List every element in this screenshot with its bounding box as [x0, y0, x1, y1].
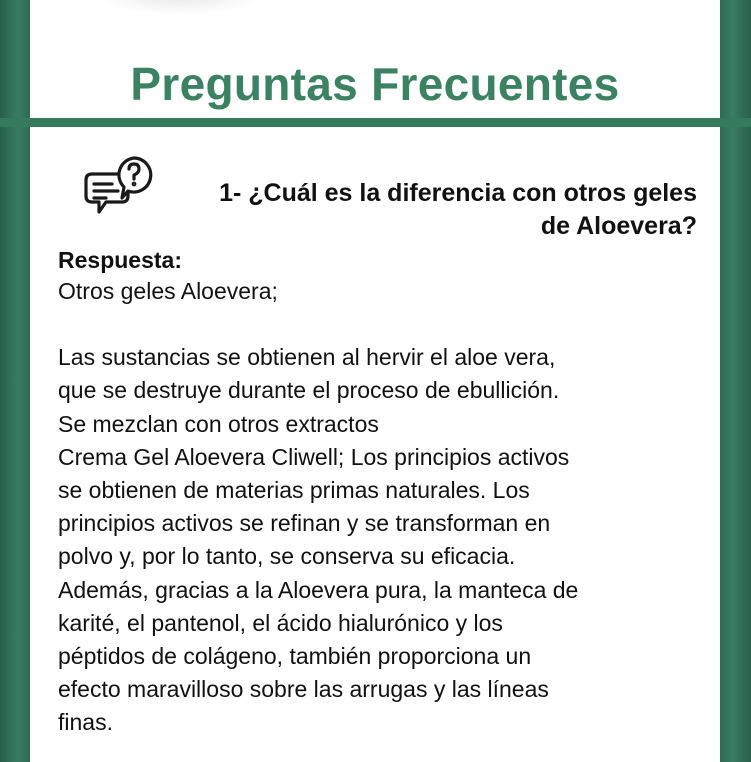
answer-line: finas.	[58, 709, 113, 736]
answer-line: principios activos se refinan y se transforman en	[58, 510, 551, 537]
decorative-shadow	[90, 0, 270, 15]
faq-chat-question-icon	[82, 154, 154, 222]
answer-line: Las sustancias se obtienen al hervir el aloe vera,	[58, 344, 556, 371]
answer-line: Además, gracias a la Aloevera pura, la manteca de	[58, 576, 579, 603]
header-panel	[30, 0, 720, 118]
faq-panel	[30, 127, 720, 762]
answer-text	[58, 275, 708, 740]
answer-line: Otros geles Aloevera;	[58, 278, 278, 304]
answer-line: que se destruye durante el proceso de ebullición.	[58, 377, 560, 404]
faq-question: 1- ¿Cuál es la diferencia con otros geles de Aloevera?	[219, 179, 697, 240]
answer-line: efecto maravilloso sobre las arrugas y las líneas	[58, 676, 549, 703]
answer-line: Se mezclan con otros extractos	[58, 410, 379, 437]
answer-line: Crema Gel Aloevera Cliwell; Los principios activos	[58, 443, 570, 470]
answer-line: péptidos de colágeno, también proporciona un	[58, 643, 532, 670]
left-frame-border	[0, 0, 30, 762]
answer-line: se obtienen de materias primas naturales. Los	[58, 477, 530, 504]
right-frame-border	[720, 0, 751, 762]
page-title: Preguntas Frecuentes	[130, 58, 620, 110]
answer-label: Respuesta:	[58, 247, 182, 273]
header-divider	[0, 118, 751, 127]
answer-line: karité, el pantenol, el ácido hialurónico y los	[58, 609, 503, 636]
answer-line: polvo y, por lo tanto, se conserva su eficacia.	[58, 543, 516, 570]
answer-spacer	[58, 308, 708, 341]
